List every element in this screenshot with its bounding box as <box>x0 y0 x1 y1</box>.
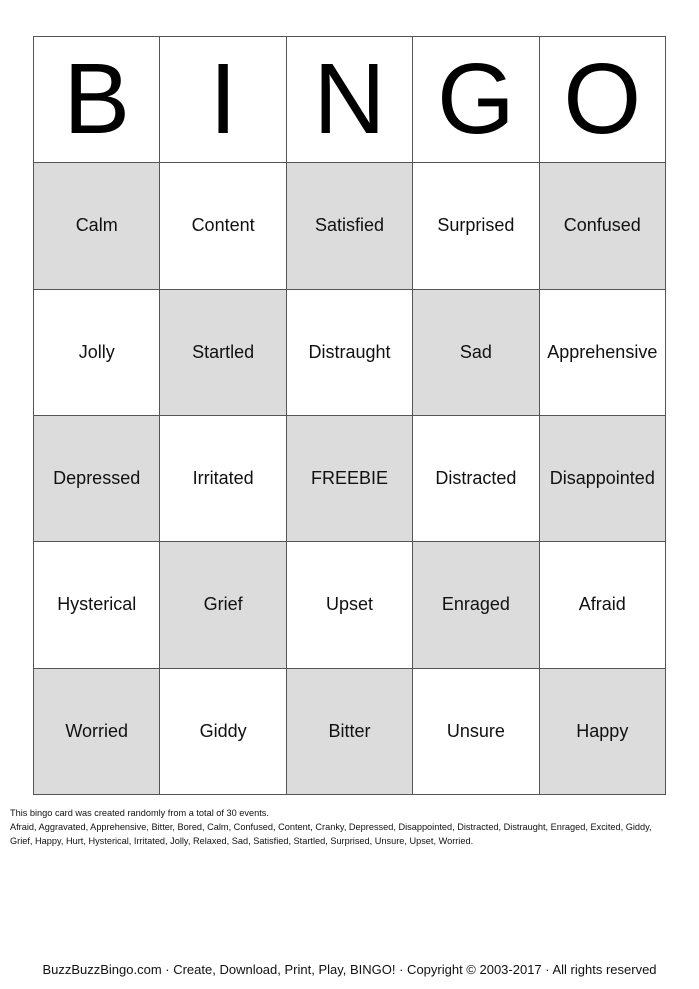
bingo-cell: Content <box>160 163 286 289</box>
bingo-cell: Irritated <box>160 416 286 542</box>
header-letter-n: N <box>287 37 413 163</box>
bingo-cell: Satisfied <box>287 163 413 289</box>
bingo-cell: Worried <box>34 669 160 795</box>
header-letter-i: I <box>160 37 286 163</box>
bingo-cell: Startled <box>160 290 286 416</box>
bingo-cell: Unsure <box>413 669 539 795</box>
copyright-footer: BuzzBuzzBingo.com · Create, Download, Print, Play, BINGO! · Copyright © 2003-2017 · All rights reserved <box>42 962 657 977</box>
note-summary: This bingo card was created randomly from a total of 30 events. <box>10 808 269 818</box>
generation-note <box>10 806 695 848</box>
header-letter-o: O <box>540 37 666 163</box>
bingo-cell: Sad <box>413 290 539 416</box>
bingo-cell: Giddy <box>160 669 286 795</box>
bingo-cell: Depressed <box>34 416 160 542</box>
bingo-cell: Jolly <box>34 290 160 416</box>
bingo-cell: Grief <box>160 542 286 668</box>
header-letter-b: B <box>34 37 160 163</box>
bingo-cell: Afraid <box>540 542 666 668</box>
bingo-cell: Hysterical <box>34 542 160 668</box>
note-event-list-line-1: Afraid, Aggravated, Apprehensive, Bitter, Bored, Calm, Confused, Content, Cranky, Depressed, Disappointed, Distracted, Distraught, Enraged, Excited, Giddy, <box>10 822 652 832</box>
free-space-cell: FREEBIE <box>287 416 413 542</box>
bingo-cell: Happy <box>540 669 666 795</box>
note-event-list-line-2: Grief, Happy, Hurt, Hysterical, Irritated, Jolly, Relaxed, Sad, Satisfied, Startled, Surprised, Unsure, Upset, Worried. <box>10 836 474 846</box>
bingo-cell: Disappointed <box>540 416 666 542</box>
bingo-cell: Apprehensive <box>540 290 666 416</box>
bingo-cell: Calm <box>34 163 160 289</box>
bingo-cell: Upset <box>287 542 413 668</box>
bingo-cell: Distracted <box>413 416 539 542</box>
bingo-card <box>33 36 666 795</box>
bingo-cell: Confused <box>540 163 666 289</box>
bingo-cell: Surprised <box>413 163 539 289</box>
bingo-cell: Enraged <box>413 542 539 668</box>
bingo-cell: Bitter <box>287 669 413 795</box>
bingo-cell: Distraught <box>287 290 413 416</box>
header-letter-g: G <box>413 37 539 163</box>
